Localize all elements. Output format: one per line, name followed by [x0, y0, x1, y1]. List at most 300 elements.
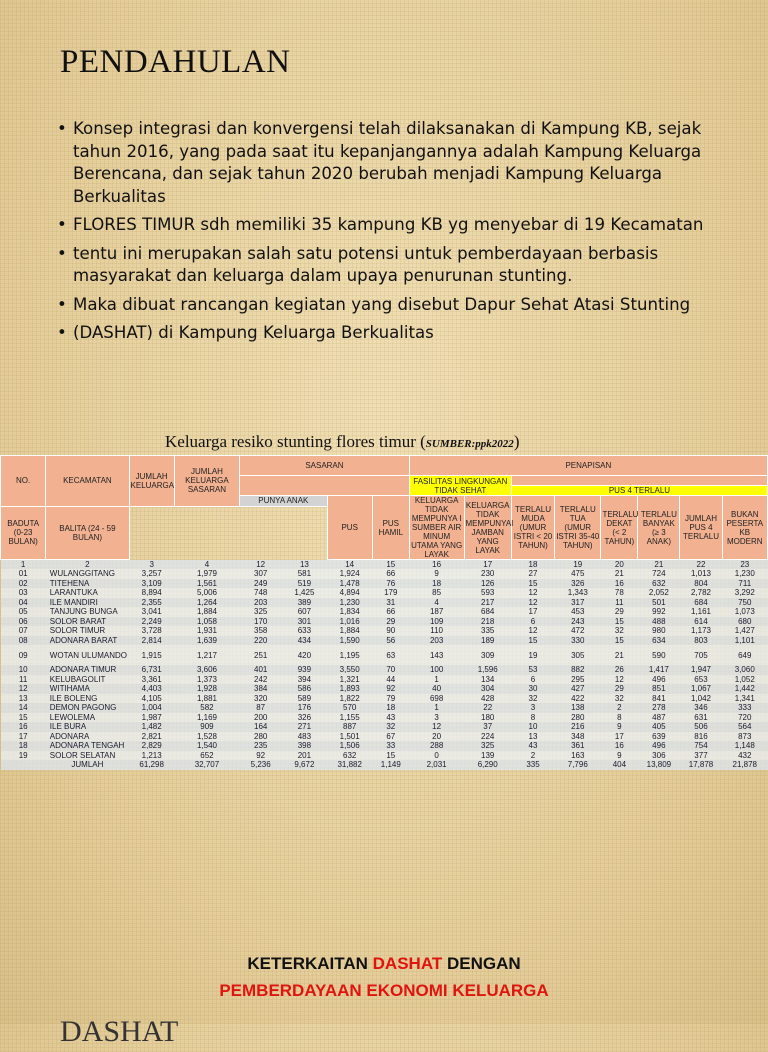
bullet-item: • FLORES TIMUR sdh memiliki 35 kampung KB yg menyebar di 19 Kecamatan [55, 214, 705, 237]
table-cell: 21 [601, 569, 638, 579]
header-baduta: BADUTA (0-23 BULAN) [1, 506, 46, 559]
table-cell: 614 [680, 617, 722, 627]
table-cell: 79 [372, 694, 409, 704]
table-cell: 216 [555, 722, 601, 732]
table-cell: 243 [555, 617, 601, 627]
table-cell: 1,924 [327, 569, 372, 579]
table-cell: 15 [372, 560, 409, 570]
table-cell: 03 [1, 588, 46, 598]
table-cell: 32 [601, 694, 638, 704]
table-cell: 12 [511, 626, 554, 636]
table-cell: 4 [174, 560, 239, 570]
table-cell: ILE MANDIRI [46, 598, 129, 608]
table-cell: 218 [464, 617, 511, 627]
table-cell: 3,606 [174, 665, 239, 675]
table-cell: 06 [1, 617, 46, 627]
table-cell: 2 [511, 751, 554, 761]
table-cell: 278 [638, 703, 680, 713]
table-cell: 1,148 [722, 741, 767, 751]
table-cell: 1,343 [555, 588, 601, 598]
table-cell: ADONARA TIMUR [46, 665, 129, 675]
table-cell: 21 [638, 560, 680, 570]
table-cell: 632 [327, 751, 372, 761]
table-cell: 6,731 [129, 665, 174, 675]
table-cell: WITIHAMA [46, 684, 129, 694]
heading-text: KETERKAITAN [247, 954, 373, 973]
table-cell: 09 [1, 645, 46, 665]
table-cell: 653 [680, 675, 722, 685]
table-cell: 53 [511, 665, 554, 675]
bullet-item: • Konsep integrasi dan konvergensi telah dilaksanakan di Kampung KB, sejak tahun 2016, yang pada saat itu kepanjangannya adalah Kampung Keluarga Berencana, dan sejak tahun 2020 berubah menjadi Kampung Keluarga Berkualitas [55, 118, 705, 208]
bullet-list [55, 118, 705, 351]
table-cell: 301 [282, 617, 327, 627]
table-cell: 16 [409, 560, 464, 570]
table-cell: 12 [240, 560, 282, 570]
table-cell: 17 [1, 732, 46, 742]
table-cell: 70 [372, 665, 409, 675]
table-cell: 488 [638, 617, 680, 627]
table-cell: 19 [555, 560, 601, 570]
table-cell: 138 [555, 703, 601, 713]
table-cell: 1,915 [129, 645, 174, 665]
table-cell: 1,149 [372, 760, 409, 770]
table-cell: 07 [1, 626, 46, 636]
table-cell: 649 [722, 645, 767, 665]
table-cell: 1,506 [327, 741, 372, 751]
table-cell: 3,361 [129, 675, 174, 685]
table-cell: 698 [409, 694, 464, 704]
table-cell: 1,155 [327, 713, 372, 723]
table-cell: 570 [327, 703, 372, 713]
table-cell: 427 [555, 684, 601, 694]
table-cell: 249 [240, 579, 282, 589]
table-cell: 11 [1, 675, 46, 685]
table-cell: 607 [282, 607, 327, 617]
table-cell: 325 [240, 607, 282, 617]
table-cell: 187 [409, 607, 464, 617]
table-cell: 30 [511, 684, 554, 694]
table-cell: 1,013 [680, 569, 722, 579]
table-cell: 496 [638, 675, 680, 685]
table-cell: 19 [511, 645, 554, 665]
caption-source: SUMBER:ppk2022 [425, 438, 514, 450]
table-cell: 27 [511, 569, 554, 579]
table-row [1, 617, 768, 627]
table-cell: 1 [1, 560, 46, 570]
table-row [1, 713, 768, 723]
table-cell: 3,060 [722, 665, 767, 675]
table-cell: 6 [511, 675, 554, 685]
table-cell: SOLOR BARAT [46, 617, 129, 627]
table-cell: 6 [511, 617, 554, 627]
table-cell: 56 [372, 636, 409, 646]
table-cell: 326 [555, 579, 601, 589]
table-cell: 1,230 [327, 598, 372, 608]
table-cell: 501 [638, 598, 680, 608]
table-cell: 639 [638, 732, 680, 742]
table-cell: 564 [722, 722, 767, 732]
header-terlalu-tua: TERLALU TUA (UMUR ISTRI 35-40 TAHUN) [555, 496, 601, 560]
table-cell: 2,249 [129, 617, 174, 627]
table-cell: 4,894 [327, 588, 372, 598]
table-cell: 242 [240, 675, 282, 685]
table-cell: 992 [638, 607, 680, 617]
table-cell: DEMON PAGONG [46, 703, 129, 713]
bottom-heading-line2: PEMBERDAYAAN EKONOMI KELUARGA [219, 981, 549, 1000]
table-cell: 1,442 [722, 684, 767, 694]
table-cell: 139 [464, 751, 511, 761]
table-cell: 21 [601, 645, 638, 665]
table-cell: TITEHENA [46, 579, 129, 589]
table-cell: 3,292 [722, 588, 767, 598]
table-cell: 61,298 [129, 760, 174, 770]
table-cell: 8 [511, 713, 554, 723]
table-cell: 348 [555, 732, 601, 742]
header-balita: BALITA (24 - 59 BULAN) [46, 506, 129, 559]
table-cell: 5,236 [240, 760, 282, 770]
table-cell: 631 [680, 713, 722, 723]
table-cell: SOLOR TIMUR [46, 626, 129, 636]
next-text-cutoff: DASHAT [60, 1015, 179, 1048]
table-cell: 10 [1, 665, 46, 675]
table-cell: 12 [511, 598, 554, 608]
table-cell: 220 [240, 636, 282, 646]
table-cell: 1,822 [327, 694, 372, 704]
table-cell: 420 [282, 645, 327, 665]
header-air: KELUARGA TIDAK MEMPUNYA I SUMBER AIR MINUM UTAMA YANG LAYAK [411, 496, 463, 559]
table-cell: 384 [240, 684, 282, 694]
table-cell: 317 [555, 598, 601, 608]
table-cell: 33 [372, 741, 409, 751]
table-cell: 711 [722, 579, 767, 589]
table-cell: 40 [409, 684, 464, 694]
table-cell: 37 [464, 722, 511, 732]
table-cell: 29 [601, 607, 638, 617]
table-cell: 1,101 [722, 636, 767, 646]
table-row [1, 722, 768, 732]
table-cell: 882 [555, 665, 601, 675]
table-cell: 320 [240, 694, 282, 704]
table-cell: 1,884 [174, 607, 239, 617]
table-row [1, 751, 768, 761]
table-cell: 306 [638, 751, 680, 761]
table-cell: 176 [282, 703, 327, 713]
table-cell: 13 [282, 560, 327, 570]
table-cell: 1,590 [327, 636, 372, 646]
table-cell: 307 [240, 569, 282, 579]
table-cell: 1,341 [722, 694, 767, 704]
bottom-heading [0, 950, 768, 1004]
table-cell: 4 [409, 598, 464, 608]
table-cell: 1,881 [174, 694, 239, 704]
heading-dashat: DASHAT [372, 954, 443, 973]
header-kecamatan: KECAMATAN [46, 456, 129, 507]
table-cell: 472 [555, 626, 601, 636]
table-cell: 4,105 [129, 694, 174, 704]
table-row [1, 588, 768, 598]
table-cell: 163 [555, 751, 601, 761]
table-cell: 08 [1, 636, 46, 646]
table-cell: 78 [601, 588, 638, 598]
table-cell: 754 [680, 741, 722, 751]
table-cell: 17 [511, 607, 554, 617]
table-cell: 1,427 [722, 626, 767, 636]
table-cell: 2,782 [680, 588, 722, 598]
table-cell: JUMLAH [46, 760, 129, 770]
table-cell: 2,052 [638, 588, 680, 598]
table-cell: 18 [511, 560, 554, 570]
table-cell: 280 [240, 732, 282, 742]
table-cell: 1,073 [722, 607, 767, 617]
table-cell: 1,893 [327, 684, 372, 694]
table-cell: 21,878 [722, 760, 767, 770]
table-row [1, 665, 768, 675]
bullet-item: • (DASHAT) di Kampung Keluarga Berkualitas [55, 322, 705, 345]
table-cell: 179 [372, 588, 409, 598]
table-cell: WULANGGITANG [46, 569, 129, 579]
table-cell: 1,161 [680, 607, 722, 617]
table-cell: 434 [282, 636, 327, 646]
table-cell: 4,403 [129, 684, 174, 694]
table-cell: 13 [1, 694, 46, 704]
table-cell: 3,041 [129, 607, 174, 617]
table-cell: 750 [722, 598, 767, 608]
table-cell: 632 [638, 579, 680, 589]
caption-close: ) [513, 432, 520, 451]
table-cell: 02 [1, 579, 46, 589]
table-cell: 43 [511, 741, 554, 751]
table-cell: 1,067 [680, 684, 722, 694]
table-cell: 652 [174, 751, 239, 761]
table-cell: 1,528 [174, 732, 239, 742]
table-cell: 9 [409, 569, 464, 579]
table-cell: 1,417 [638, 665, 680, 675]
table-cell: 164 [240, 722, 282, 732]
table-cell: 7,796 [555, 760, 601, 770]
table-cell: 5,006 [174, 588, 239, 598]
table-cell: 16 [601, 579, 638, 589]
bullet-item: • Maka dibuat rancangan kegiatan yang disebut Dapur Sehat Atasi Stunting [55, 294, 705, 317]
table-cell: 816 [680, 732, 722, 742]
table-cell: 1,596 [464, 665, 511, 675]
table-row [1, 703, 768, 713]
table-cell: 280 [555, 713, 601, 723]
table-cell: 422 [555, 694, 601, 704]
table-cell: 217 [464, 598, 511, 608]
table-cell: 3,109 [129, 579, 174, 589]
header-group-sasaran: SASARAN [240, 456, 410, 476]
table-cell: 684 [680, 598, 722, 608]
table-cell: WOTAN ULUMANDO [46, 645, 129, 665]
table-cell: 17,878 [680, 760, 722, 770]
table-cell: 143 [409, 645, 464, 665]
table-cell: 1,264 [174, 598, 239, 608]
table-cell: 3 [129, 560, 174, 570]
table-cell: 87 [240, 703, 282, 713]
table-cell: 43 [372, 713, 409, 723]
table-cell: ILE BOLENG [46, 694, 129, 704]
header-terlalu-dekat: TERLALU DEKAT (< 2 TAHUN) [601, 496, 638, 560]
table-cell: 705 [680, 645, 722, 665]
table-cell: 1,016 [327, 617, 372, 627]
table-cell: 32 [511, 694, 554, 704]
table-cell: ADONARA TENGAH [46, 741, 129, 751]
table-cell: 2,031 [409, 760, 464, 770]
table-cell: 15 [511, 636, 554, 646]
table-cell: 590 [638, 645, 680, 665]
table-cell: ILE BURA [46, 722, 129, 732]
table-cell: 1,373 [174, 675, 239, 685]
table-cell: 23 [722, 560, 767, 570]
table-cell: 335 [464, 626, 511, 636]
table-cell: 12 [601, 675, 638, 685]
table-cell: 170 [240, 617, 282, 627]
table-cell: 18 [1, 741, 46, 751]
table-cell: 453 [555, 607, 601, 617]
table-cell: 20 [601, 560, 638, 570]
table-cell: 333 [722, 703, 767, 713]
table-cell: 189 [464, 636, 511, 646]
table-cell: 1,058 [174, 617, 239, 627]
table-cell: 748 [240, 588, 282, 598]
table-cell: 110 [409, 626, 464, 636]
table-cell: 32 [372, 722, 409, 732]
table-cell: 361 [555, 741, 601, 751]
table-cell: 01 [1, 569, 46, 579]
table-cell: 346 [680, 703, 722, 713]
table-cell: 519 [282, 579, 327, 589]
table-cell: 15 [601, 636, 638, 646]
table-cell: 63 [372, 645, 409, 665]
header-jamban: KELUARGA TIDAK MEMPUNYAI JAMBAN YANG LAYAK [464, 496, 511, 560]
table-cell: 8 [601, 713, 638, 723]
table-row [1, 675, 768, 685]
heading-text: DENGAN [442, 954, 521, 973]
table-cell: 389 [282, 598, 327, 608]
header-pus-hamil: PUS HAMIL [372, 496, 409, 560]
table-cell: 1,834 [327, 607, 372, 617]
table-cell: 633 [282, 626, 327, 636]
table-cell: 2 [601, 703, 638, 713]
table-cell: 201 [282, 751, 327, 761]
table-cell: 26 [601, 665, 638, 675]
table-cell: 2,829 [129, 741, 174, 751]
table-cell: 17 [601, 732, 638, 742]
header-pus: PUS [327, 496, 372, 560]
table-cell: 358 [240, 626, 282, 636]
table-cell: 724 [638, 569, 680, 579]
table-cell: 16 [601, 741, 638, 751]
table-cell: 1 [409, 675, 464, 685]
stunting-risk-table [0, 455, 768, 770]
table-cell: 1,425 [282, 588, 327, 598]
table-cell: 1,042 [680, 694, 722, 704]
table-cell: 32 [601, 626, 638, 636]
table-cell: 1,230 [722, 569, 767, 579]
table-cell: 1 [409, 703, 464, 713]
table-cell: 230 [464, 569, 511, 579]
table-cell: 483 [282, 732, 327, 742]
header-jumlah-keluarga: JUMLAH KELUARGA [129, 456, 174, 507]
table-cell: 873 [722, 732, 767, 742]
table-cell: 1,561 [174, 579, 239, 589]
table-cell: 1,052 [722, 675, 767, 685]
table-cell: 15 [601, 617, 638, 627]
table-cell: LARANTUKA [46, 588, 129, 598]
table-cell: 19 [1, 751, 46, 761]
table-cell: 3,728 [129, 626, 174, 636]
table-cell: 582 [174, 703, 239, 713]
bottom-heading-line1 [0, 950, 768, 977]
table-cell: 803 [680, 636, 722, 646]
table-cell: 18 [372, 703, 409, 713]
table-cell: 8,894 [129, 588, 174, 598]
table-cell: 1,501 [327, 732, 372, 742]
table-row [1, 636, 768, 646]
table-cell: 1,639 [174, 636, 239, 646]
table-cell: 12 [409, 722, 464, 732]
table-cell: 67 [372, 732, 409, 742]
table-cell: 05 [1, 607, 46, 617]
table-cell: 66 [372, 607, 409, 617]
table-cell: 10 [511, 722, 554, 732]
table-cell: 377 [680, 751, 722, 761]
table-cell: 15 [511, 579, 554, 589]
table-cell: 909 [174, 722, 239, 732]
table-cell: 2,355 [129, 598, 174, 608]
table-row [1, 569, 768, 579]
table-cell: 90 [372, 626, 409, 636]
table-total-row [1, 760, 768, 770]
table-cell: 1,321 [327, 675, 372, 685]
header-no: NO. [1, 456, 46, 507]
table-cell: ADONARA [46, 732, 129, 742]
table-cell: 326 [282, 713, 327, 723]
table-cell: 17 [464, 560, 511, 570]
table-cell: 44 [372, 675, 409, 685]
header-group-penapisan: PENAPISAN [409, 456, 767, 476]
table-cell: 100 [409, 665, 464, 675]
table-cell: 1,979 [174, 569, 239, 579]
table-cell: 15 [1, 713, 46, 723]
table-cell: 330 [555, 636, 601, 646]
table-cell: 405 [638, 722, 680, 732]
table-cell: 85 [409, 588, 464, 598]
table-cell: 22 [680, 560, 722, 570]
table-cell: 13 [511, 732, 554, 742]
table-cell: 15 [372, 751, 409, 761]
table-cell: 224 [464, 732, 511, 742]
table-cell: 305 [555, 645, 601, 665]
table-row [1, 645, 768, 665]
table-cell: 200 [240, 713, 282, 723]
table-cell: 586 [282, 684, 327, 694]
table-cell: 432 [722, 751, 767, 761]
table-cell: 304 [464, 684, 511, 694]
table-cell: 3,550 [327, 665, 372, 675]
table-cell: ADONARA BARAT [46, 636, 129, 646]
table-cell: 335 [511, 760, 554, 770]
table-cell: LEWOLEMA [46, 713, 129, 723]
table-row [1, 598, 768, 608]
table-cell: 1,195 [327, 645, 372, 665]
table-cell: 887 [327, 722, 372, 732]
table-cell: 76 [372, 579, 409, 589]
table-cell: 1,213 [129, 751, 174, 761]
table-cell: 9,672 [282, 760, 327, 770]
table-cell: 684 [464, 607, 511, 617]
table-cell: 325 [464, 741, 511, 751]
